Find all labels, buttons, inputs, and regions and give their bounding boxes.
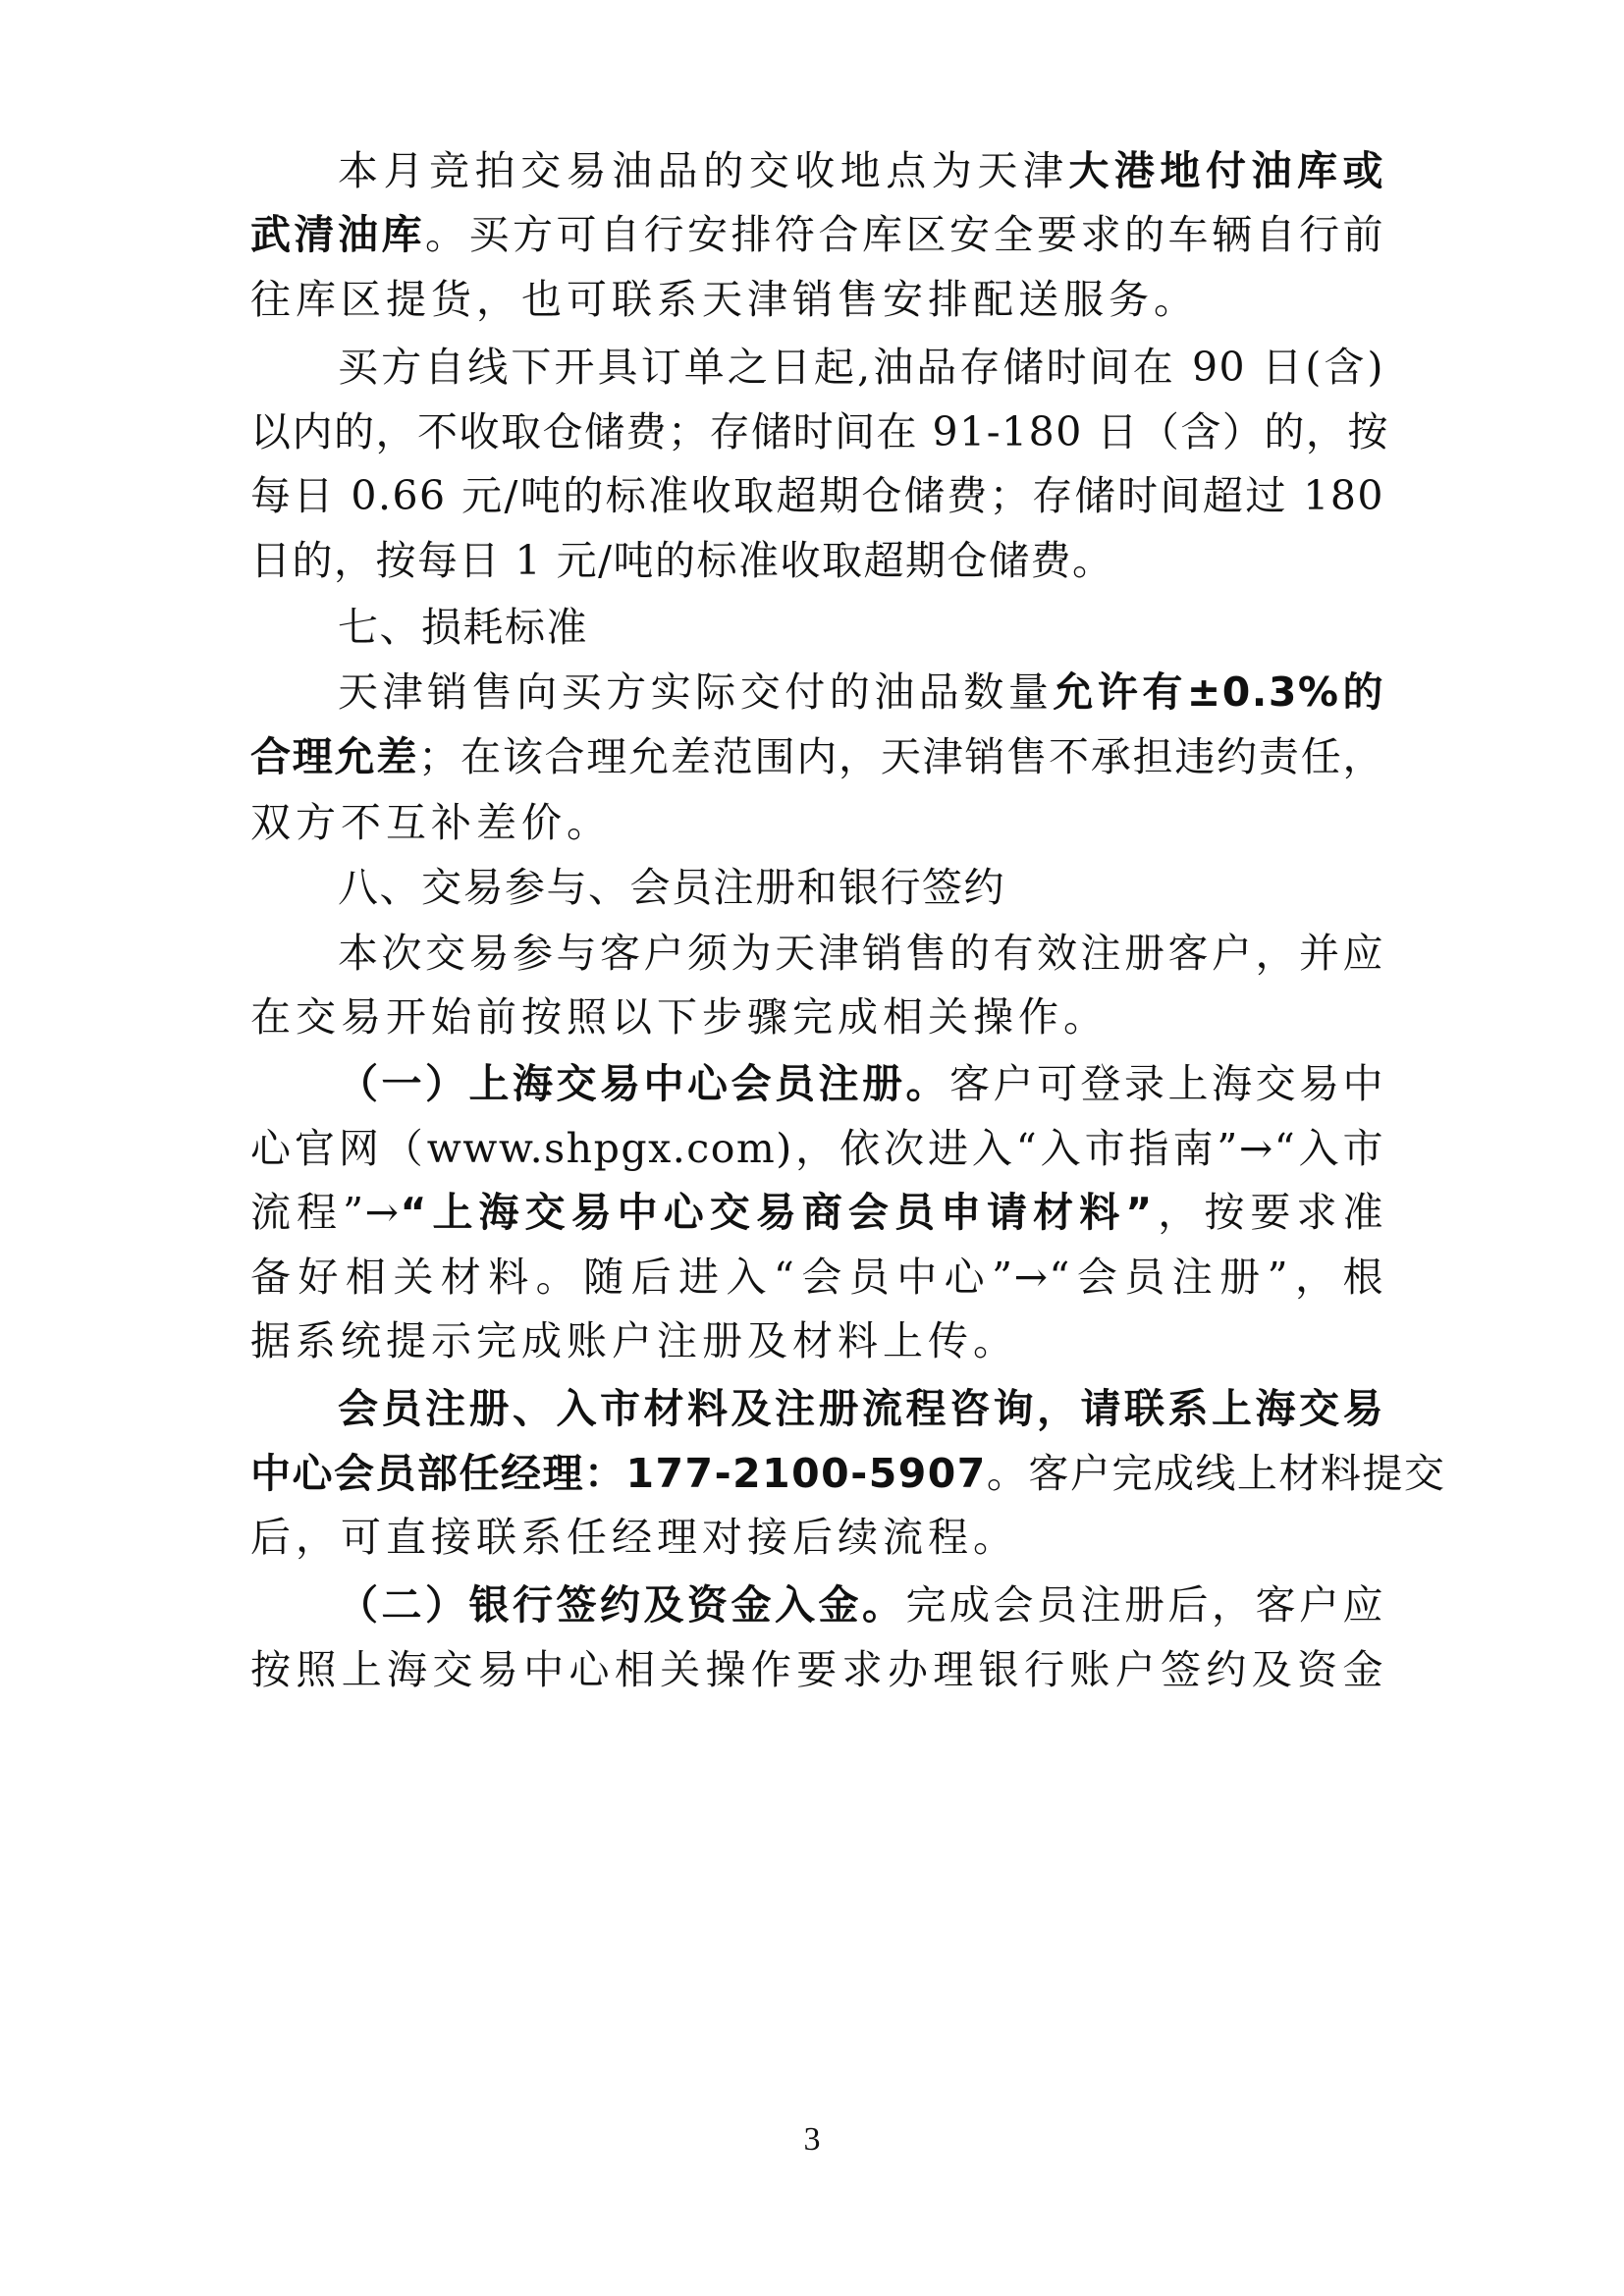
text-segment: 以内的，不收取仓储费；存储时间在 91-180 日（含）的，按	[250, 408, 1389, 455]
text-line	[250, 1313, 1018, 1368]
text-segment: 心官网（www.shpgx.com)，依次进入“入市指南”→“入市	[250, 1125, 1384, 1172]
text-line	[250, 404, 1389, 459]
text-segment: 。买方可自行安排符合库区安全要求的车辆自行前	[425, 211, 1384, 258]
bold-text-segment: 合理允差	[250, 733, 419, 780]
text-line	[338, 926, 1384, 981]
bold-text-segment: 中心会员部任经理：177-2100-5907	[250, 1450, 987, 1497]
section-heading	[338, 600, 588, 655]
text-segment: 双方不互补差价。	[250, 799, 612, 846]
text-line	[338, 340, 1384, 395]
text-line	[338, 665, 1384, 720]
text-line	[250, 989, 1109, 1044]
text-line	[250, 207, 1384, 262]
text-segment: 完成会员注册后，客户应	[905, 1581, 1384, 1629]
text-segment: 七、损耗标准	[338, 604, 588, 651]
text-line	[250, 1121, 1384, 1176]
text-segment: 买方自线下开具订单之日起,油品存储时间在 90 日(含)	[338, 344, 1384, 391]
text-segment: 本次交易参与客户须为天津销售的有效注册客户，并应	[338, 930, 1384, 977]
bold-text-segment: （二）银行签约及资金入金。	[338, 1581, 906, 1629]
text-line	[338, 1577, 1384, 1632]
bold-text-segment: 武清油库	[250, 211, 425, 258]
text-line	[250, 1250, 1384, 1305]
text-line	[250, 272, 1199, 327]
text-line	[250, 1446, 1446, 1501]
text-line	[250, 795, 612, 850]
bold-text-segment: “上海交易中心交易商会员申请材料”	[400, 1189, 1154, 1236]
text-segment: 在交易开始前按照以下步骤完成相关操作。	[250, 993, 1109, 1041]
text-segment: 往库区提货，也可联系天津销售安排配送服务。	[250, 276, 1199, 323]
bold-text-segment: 会员注册、入市材料及注册流程咨询，请联系上海交易	[338, 1385, 1384, 1432]
text-line	[250, 468, 1384, 523]
text-line	[250, 1642, 1384, 1697]
text-segment: 流程”→	[250, 1189, 401, 1236]
text-line	[250, 1510, 1018, 1565]
bold-text-segment: （一）上海交易中心会员注册。	[338, 1060, 949, 1107]
bold-text-segment: 允许有±0.3%的	[1053, 668, 1384, 716]
bold-text-segment: 大港地付油库或	[1068, 147, 1385, 194]
text-line	[338, 1056, 1384, 1111]
text-segment: 备好相关材料。随后进入“会员中心”→“会员注册”，根	[250, 1254, 1384, 1301]
page-number: 3	[803, 2121, 821, 2158]
text-line	[338, 1381, 1384, 1436]
text-segment: ；在该合理允差范围内，天津销售不承担违约责任，	[418, 733, 1384, 780]
text-segment: 。客户完成线上材料提交	[986, 1450, 1446, 1497]
text-line	[250, 729, 1384, 784]
text-line	[338, 143, 1384, 198]
text-segment: 天津销售向买方实际交付的油品数量	[338, 668, 1054, 716]
text-segment: 客户可登录上海交易中	[949, 1060, 1384, 1107]
text-segment: 据系统提示完成账户注册及材料上传。	[250, 1317, 1018, 1364]
text-segment: 日的，按每日 1 元/吨的标准收取超期仓储费。	[250, 537, 1114, 584]
text-segment: ，按要求准	[1153, 1189, 1384, 1236]
text-segment: 每日 0.66 元/吨的标准收取超期仓储费；存储时间超过 180	[250, 472, 1384, 519]
text-line	[250, 1185, 1384, 1240]
text-segment: 本月竞拍交易油品的交收地点为天津	[338, 147, 1069, 194]
text-segment: 八、交易参与、会员注册和银行签约	[338, 864, 1005, 911]
section-heading	[338, 860, 1005, 915]
text-segment: 按照上海交易中心相关操作要求办理银行账户签约及资金	[250, 1646, 1384, 1693]
text-line	[250, 533, 1113, 588]
text-segment: 后，可直接联系任经理对接后续流程。	[250, 1514, 1018, 1561]
